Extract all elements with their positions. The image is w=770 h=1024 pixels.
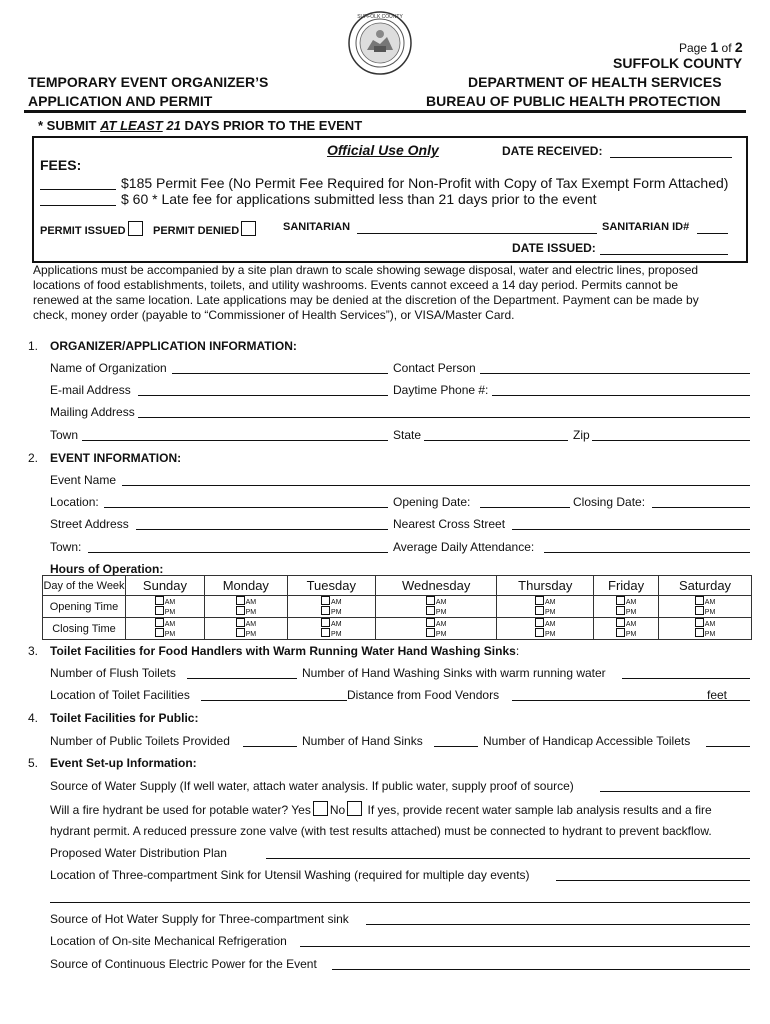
time-cell bbox=[126, 596, 205, 618]
pm-checkbox[interactable] bbox=[695, 606, 704, 615]
opening-time-label: Opening Time bbox=[43, 596, 126, 618]
hydrant-yes-checkbox[interactable] bbox=[313, 801, 328, 816]
pm-checkbox[interactable] bbox=[535, 606, 544, 615]
org-name-field[interactable] bbox=[172, 373, 388, 374]
pm-label: PM bbox=[435, 609, 447, 616]
permit-issued-label: PERMIT ISSUED bbox=[40, 221, 145, 237]
time-cell bbox=[126, 618, 205, 640]
time-cell bbox=[594, 618, 659, 640]
state-field[interactable] bbox=[424, 440, 568, 441]
sanitarian-field[interactable] bbox=[357, 233, 597, 234]
sanitarian-id-field[interactable] bbox=[697, 233, 728, 234]
am-checkbox[interactable] bbox=[616, 618, 625, 627]
pm-checkbox[interactable] bbox=[321, 628, 330, 637]
am-checkbox[interactable] bbox=[426, 596, 435, 605]
pm-label: PM bbox=[164, 609, 176, 616]
three-sink-field-line2[interactable] bbox=[50, 902, 750, 903]
permit-denied-label: PERMIT DENIED bbox=[153, 221, 258, 237]
event-location-field[interactable] bbox=[104, 507, 388, 508]
attendance-label: Average Daily Attendance: bbox=[393, 540, 535, 554]
hydrant-note: hydrant permit. A reduced pressure zone valve (with test results attached) must be connected to hydrant to prevent backflow. bbox=[50, 824, 712, 838]
fee1-text: $185 Permit Fee (No Permit Fee Required for Non-Profit with Copy of Tax Exempt Form Attached) bbox=[121, 175, 729, 191]
zip-label: Zip bbox=[573, 428, 590, 442]
three-sink-label: Location of Three-compartment Sink for Utensil Washing (required for multiple day events) bbox=[50, 868, 530, 882]
time-cell bbox=[287, 618, 375, 640]
svg-text:SUFFOLK COUNTY: SUFFOLK COUNTY bbox=[357, 14, 403, 20]
am-checkbox[interactable] bbox=[155, 618, 164, 627]
closing-time-label: Closing Time bbox=[43, 618, 126, 640]
official-use-label: Official Use Only bbox=[327, 142, 439, 158]
time-cell bbox=[594, 596, 659, 618]
day-of-week-label: Day of the Week bbox=[43, 576, 126, 596]
distribution-field[interactable] bbox=[266, 858, 750, 859]
three-sink-field[interactable] bbox=[556, 880, 750, 881]
am-label: AM bbox=[704, 621, 716, 628]
water-source-label: Source of Water Supply (If well water, attach water analysis. If public water, supply proof of source) bbox=[50, 779, 574, 793]
am-label: AM bbox=[625, 621, 637, 628]
am-label: AM bbox=[545, 621, 556, 628]
public-toilets-label: Number of Public Toilets Provided bbox=[50, 734, 230, 748]
town-label: Town bbox=[50, 428, 79, 442]
time-cell bbox=[375, 596, 497, 618]
section5-number: 5. bbox=[28, 756, 39, 770]
fee2-field[interactable] bbox=[40, 205, 116, 206]
pm-label: PM bbox=[331, 631, 342, 638]
time-cell bbox=[287, 596, 375, 618]
submit-notice: * SUBMIT AT LEAST 21 DAYS PRIOR TO THE EVENT bbox=[38, 118, 363, 133]
state-label: State bbox=[393, 428, 422, 442]
am-checkbox[interactable] bbox=[155, 596, 164, 605]
pm-label: PM bbox=[704, 609, 716, 616]
am-label: AM bbox=[545, 599, 556, 606]
opening-time-row bbox=[43, 596, 752, 618]
time-cell bbox=[659, 618, 752, 640]
pm-checkbox[interactable] bbox=[616, 628, 625, 637]
pm-checkbox[interactable] bbox=[426, 606, 435, 615]
event-town-field[interactable] bbox=[88, 552, 388, 553]
mailing-label: Mailing Address bbox=[50, 405, 135, 419]
section4-number: 4. bbox=[28, 711, 39, 725]
zip-field[interactable] bbox=[592, 440, 750, 441]
am-checkbox[interactable] bbox=[535, 618, 544, 627]
water-source-field[interactable] bbox=[600, 791, 750, 792]
day-header: Monday bbox=[204, 576, 287, 596]
pm-label: PM bbox=[435, 631, 447, 638]
am-label: AM bbox=[164, 599, 176, 606]
county-name: SUFFOLK COUNTY bbox=[613, 55, 743, 71]
hot-water-field[interactable] bbox=[366, 924, 750, 925]
pm-label: PM bbox=[704, 631, 716, 638]
electric-field[interactable] bbox=[332, 969, 750, 970]
am-checkbox[interactable] bbox=[616, 596, 625, 605]
date-received-label: DATE RECEIVED: bbox=[502, 144, 603, 158]
hydrant-question: Will a fire hydrant be used for potable water? Yes No If yes, provide recent water sample lab analysis results and a fire bbox=[50, 803, 712, 817]
time-cell bbox=[497, 596, 594, 618]
pm-checkbox[interactable] bbox=[236, 628, 245, 637]
mailing-field[interactable] bbox=[138, 417, 750, 418]
day-header: Saturday bbox=[659, 576, 752, 596]
event-location-label: Location: bbox=[50, 495, 99, 509]
phone-field[interactable] bbox=[492, 395, 750, 396]
time-cell bbox=[497, 618, 594, 640]
section4-title: Toilet Facilities for Public: bbox=[50, 711, 199, 725]
am-checkbox[interactable] bbox=[695, 618, 704, 627]
attendance-field[interactable] bbox=[544, 552, 750, 553]
am-label: AM bbox=[435, 621, 447, 628]
time-cell bbox=[204, 596, 287, 618]
pm-checkbox[interactable] bbox=[236, 606, 245, 615]
section1-title: ORGANIZER/APPLICATION INFORMATION: bbox=[50, 339, 297, 353]
day-header: Tuesday bbox=[287, 576, 375, 596]
contact-field[interactable] bbox=[480, 373, 750, 374]
bureau-name: BUREAU OF PUBLIC HEALTH PROTECTION bbox=[426, 93, 721, 109]
section5-title: Event Set-up Information: bbox=[50, 756, 197, 770]
pm-checkbox[interactable] bbox=[426, 628, 435, 637]
day-header: Thursday bbox=[497, 576, 594, 596]
email-field[interactable] bbox=[138, 395, 388, 396]
am-checkbox[interactable] bbox=[321, 618, 330, 627]
sanitarian-id-label: SANITARIAN ID# bbox=[602, 221, 690, 233]
hours-table bbox=[42, 575, 752, 640]
public-toilets-field[interactable] bbox=[243, 746, 297, 747]
am-checkbox[interactable] bbox=[236, 618, 245, 627]
pm-label: PM bbox=[331, 609, 342, 616]
am-label: AM bbox=[245, 621, 257, 628]
am-checkbox[interactable] bbox=[535, 596, 544, 605]
handicap-toilets-label: Number of Handicap Accessible Toilets bbox=[483, 734, 691, 748]
event-name-label: Event Name bbox=[50, 473, 117, 487]
day-header: Friday bbox=[594, 576, 659, 596]
section3-number: 3. bbox=[28, 644, 39, 658]
public-hand-sinks-field[interactable] bbox=[434, 746, 478, 747]
flush-toilets-field[interactable] bbox=[187, 678, 297, 679]
am-label: AM bbox=[164, 621, 176, 628]
refrigeration-label: Location of On-site Mechanical Refrigeration bbox=[50, 934, 287, 948]
town-field[interactable] bbox=[82, 440, 388, 441]
email-label: E-mail Address bbox=[50, 383, 131, 397]
time-cell bbox=[659, 596, 752, 618]
section1-number: 1. bbox=[28, 339, 39, 353]
opening-date-label: Opening Date: bbox=[393, 495, 471, 509]
closing-date-label: Closing Date: bbox=[573, 495, 646, 509]
feet-unit: feet bbox=[707, 688, 728, 702]
pm-checkbox[interactable] bbox=[535, 628, 544, 637]
department-name: DEPARTMENT OF HEALTH SERVICES bbox=[468, 74, 722, 90]
hot-water-label: Source of Hot Water Supply for Three-compartment sink bbox=[50, 912, 349, 926]
contact-label: Contact Person bbox=[393, 361, 476, 375]
electric-label: Source of Continuous Electric Power for the Event bbox=[50, 957, 317, 971]
closing-time-row bbox=[43, 618, 752, 640]
pm-checkbox[interactable] bbox=[616, 606, 625, 615]
distance-label: Distance from Food Vendors bbox=[347, 688, 500, 702]
fee1-field[interactable] bbox=[40, 189, 116, 190]
street-field[interactable] bbox=[136, 529, 388, 530]
closing-date-field[interactable] bbox=[652, 507, 750, 508]
form-title-line1: TEMPORARY EVENT ORGANIZER’S bbox=[28, 74, 269, 90]
street-label: Street Address bbox=[50, 517, 129, 531]
event-town-label: Town: bbox=[50, 540, 82, 554]
refrigeration-field[interactable] bbox=[300, 946, 750, 947]
pm-checkbox[interactable] bbox=[155, 628, 164, 637]
am-label: AM bbox=[331, 621, 342, 628]
time-cell bbox=[204, 618, 287, 640]
pm-label: PM bbox=[545, 631, 556, 638]
org-name-label: Name of Organization bbox=[50, 361, 167, 375]
section2-title: EVENT INFORMATION: bbox=[50, 451, 182, 465]
section3-title: Toilet Facilities for Food Handlers with Warm Running Water Hand Washing Sinks: bbox=[50, 644, 520, 658]
date-issued-label: DATE ISSUED: bbox=[512, 241, 596, 255]
public-hand-sinks-label: Number of Hand Sinks bbox=[302, 734, 423, 748]
event-name-field[interactable] bbox=[122, 485, 750, 486]
date-received-field[interactable] bbox=[610, 157, 732, 158]
flush-toilets-label: Number of Flush Toilets bbox=[50, 666, 176, 680]
fee2-text: $ 60 * Late fee for applications submitted less than 21 days prior to the event bbox=[121, 191, 597, 207]
toilet-location-label: Location of Toilet Facilities bbox=[50, 688, 190, 702]
am-checkbox[interactable] bbox=[695, 596, 704, 605]
instructions: Applications must be accompanied by a site plan drawn to scale showing sewage disposal, water and electric lines, proposed locations of food establishments, toilets, and utility washrooms. Events cannot exceed a 14 day period. Permits cannot be renewed at the same location. Late applications may be denied at the discretion of the Department. Payment can be made by check, money order (payable to “Commissioner of Health Services”), or VISA/Master Card. bbox=[33, 263, 699, 322]
am-checkbox[interactable] bbox=[426, 618, 435, 627]
pm-label: PM bbox=[164, 631, 176, 638]
permit-issued-checkbox[interactable] bbox=[128, 221, 143, 236]
sanitarian-label: SANITARIAN bbox=[283, 221, 351, 233]
opening-date-field[interactable] bbox=[480, 507, 570, 508]
pm-checkbox[interactable] bbox=[155, 606, 164, 615]
fees-label: FEES: bbox=[40, 157, 82, 173]
cross-street-field[interactable] bbox=[512, 529, 750, 530]
handicap-toilets-field[interactable] bbox=[706, 746, 750, 747]
toilet-location-field[interactable] bbox=[201, 700, 347, 701]
pm-label: PM bbox=[625, 631, 637, 638]
phone-label: Daytime Phone #: bbox=[393, 383, 489, 397]
am-label: AM bbox=[331, 599, 342, 606]
county-seal-icon bbox=[347, 10, 413, 76]
cross-street-label: Nearest Cross Street bbox=[393, 517, 506, 531]
date-issued-field[interactable] bbox=[600, 254, 728, 255]
time-cell bbox=[375, 618, 497, 640]
am-label: AM bbox=[704, 599, 716, 606]
am-checkbox[interactable] bbox=[236, 596, 245, 605]
am-label: AM bbox=[435, 599, 447, 606]
permit-denied-checkbox[interactable] bbox=[241, 221, 256, 236]
distribution-label: Proposed Water Distribution Plan bbox=[50, 846, 227, 860]
pm-label: PM bbox=[625, 609, 637, 616]
pm-checkbox[interactable] bbox=[321, 606, 330, 615]
hand-sinks-warm-label: Number of Hand Washing Sinks with warm running water bbox=[302, 666, 606, 680]
hours-title: Hours of Operation: bbox=[50, 562, 164, 576]
pm-label: PM bbox=[245, 631, 257, 638]
section2-number: 2. bbox=[28, 451, 39, 465]
pm-label: PM bbox=[245, 609, 257, 616]
hydrant-no-checkbox[interactable] bbox=[347, 801, 362, 816]
page-number: Page 1 of 2 bbox=[679, 39, 743, 55]
day-header: Sunday bbox=[126, 576, 205, 596]
header-divider bbox=[24, 110, 746, 113]
am-checkbox[interactable] bbox=[321, 596, 330, 605]
form-title-line2: APPLICATION AND PERMIT bbox=[28, 93, 213, 109]
pm-checkbox[interactable] bbox=[695, 628, 704, 637]
am-label: AM bbox=[245, 599, 257, 606]
day-header: Wednesday bbox=[375, 576, 497, 596]
pm-label: PM bbox=[545, 609, 556, 616]
am-label: AM bbox=[625, 599, 637, 606]
hand-sinks-warm-field[interactable] bbox=[622, 678, 750, 679]
